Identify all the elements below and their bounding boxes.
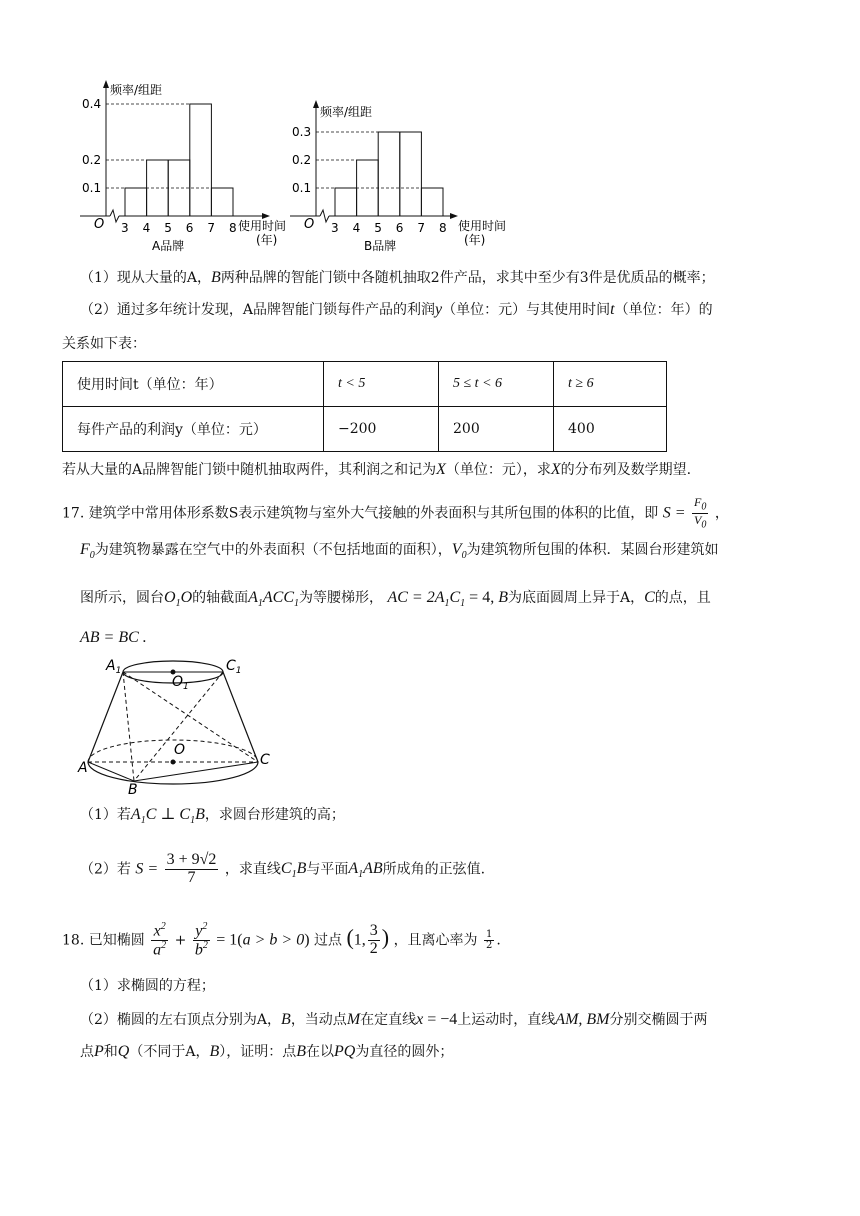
chart-title-a: A品牌 xyxy=(152,239,185,253)
y-tick-label: 0.2 xyxy=(292,153,312,167)
histogram-bar xyxy=(400,132,422,216)
histogram-bar xyxy=(211,188,233,216)
segment-a1b xyxy=(123,672,134,781)
label-c1: C xyxy=(226,658,236,674)
label-b: B xyxy=(128,782,138,794)
axis-break xyxy=(320,210,329,222)
x-tick-label: 8 xyxy=(229,221,237,235)
axis-break xyxy=(110,210,119,222)
x-tick-label: 3 xyxy=(121,221,129,235)
x-axis-arrow xyxy=(450,213,458,219)
x-tick-label: 7 xyxy=(207,221,216,235)
q16-part3: 若从大量的A品牌智能门锁中随机抽取两件，其利润之和记为X（单位：元），求X的分布列及数学期望. xyxy=(62,461,692,478)
origin-label: O xyxy=(94,217,105,232)
x-tick-label: 7 xyxy=(417,221,426,235)
x-tick-label: 4 xyxy=(142,221,151,235)
table-cell: −200 xyxy=(324,407,439,452)
q16-part2-line2: 关系如下表： xyxy=(62,336,146,352)
histogram-bar xyxy=(335,188,357,216)
x-axis-label: 使用时间 xyxy=(238,219,287,233)
x-tick-label: 6 xyxy=(185,221,194,235)
y-axis-label: 频率/组距 xyxy=(320,105,373,119)
x-axis-unit: (年) xyxy=(464,233,486,247)
q17-line1: 17. 建筑学中常用体形系数S表示建筑物与室外大气接触的外表面积与其所包围的体积的比值，即 S = $\frac{F_0}{V_0}$ ， xyxy=(62,495,729,531)
x-tick-label: 3 xyxy=(331,221,339,235)
y-tick-label: 0.2 xyxy=(82,153,102,167)
label-c: C xyxy=(260,752,270,768)
x-tick-label: 5 xyxy=(374,221,382,235)
segment-a1c xyxy=(123,672,258,762)
q17-line3: 图所示，圆台$O_1O$的轴截面$A_1ACC_1$为等腰梯形， AC = $2A_1C_1 = 4$, B为底面圆周上异于A，C的点，且 xyxy=(80,589,711,610)
histogram-bar xyxy=(421,188,443,216)
label-o: O xyxy=(174,742,186,758)
q18-line1: 18. 已知椭圆 $\frac{x^2}{a^2}$ + $\frac{y^2}{b^2}$ = 1(a > b > 0) 过点 (1, $\frac{3}{2}$ ) ，且离心率为 $\frac{1}{2}$ . xyxy=(62,921,501,959)
segment-bc xyxy=(134,762,258,781)
chart-title-b: B品牌 xyxy=(364,239,397,253)
histogram-a xyxy=(80,80,286,253)
y-axis-arrow xyxy=(313,100,319,108)
table-cell: 5 ≤ t < 6 xyxy=(439,362,554,407)
y-tick-label: 0.1 xyxy=(292,181,312,195)
origin-label: O xyxy=(304,217,315,232)
table-header-cell: 使用时间t（单位：年） xyxy=(63,362,324,407)
frustum-figure xyxy=(76,654,276,794)
x-tick-label: 4 xyxy=(352,221,361,235)
y-tick-label: 0.1 xyxy=(82,181,102,195)
side-right xyxy=(223,672,258,762)
x-axis-label: 使用时间 xyxy=(458,219,507,233)
label-o1: O xyxy=(172,674,184,690)
y-axis-label: 频率/组距 xyxy=(110,83,163,97)
q17-sub1: （1）若$A_1C$ ⊥ $C_1B$，求圆台形建筑的高； xyxy=(80,806,345,827)
y-tick-label: 0.4 xyxy=(82,97,102,111)
q17-sub2: （2）若 S = $\frac{3 + 9√2}{7}$ ，求直线$C_1B$与平面$A_1AB$所成角的正弦值. xyxy=(80,851,486,886)
table-row xyxy=(63,362,667,407)
table-header-cell: 每件产品的利润y（单位：元） xyxy=(63,407,324,452)
histogram-b xyxy=(290,100,506,253)
table-cell: 400 xyxy=(554,407,667,452)
q18-sub2-line2: 点P和Q（不同于A，B），证明：点B在以PQ为直径的圆外； xyxy=(80,1043,454,1060)
point-o xyxy=(171,760,176,765)
histogram-bar xyxy=(125,188,147,216)
q18-sub2-line1: （2）椭圆的左右顶点分别为A，B，当动点M在定直线x = −4上运动时，直线AM, BM分别交椭圆于两 xyxy=(80,1011,708,1028)
label-a: A xyxy=(78,760,88,776)
histogram-bar xyxy=(190,104,212,216)
y-axis-arrow xyxy=(103,80,109,88)
q17-line4: AB = BC . xyxy=(80,629,147,646)
bottom-ellipse-back xyxy=(88,740,258,762)
histograms xyxy=(70,78,520,258)
x-axis-unit: (年) xyxy=(256,233,278,247)
svg-text:C1: $C_1$ xyxy=(226,658,242,676)
svg-text:A1: $A_1$ xyxy=(106,658,122,676)
q18-sub1: （1）求椭圆的方程； xyxy=(80,978,215,994)
x-tick-label: 6 xyxy=(395,221,404,235)
profit-table xyxy=(62,361,667,452)
x-tick-label: 8 xyxy=(439,221,447,235)
q16-part1: （1）现从大量的A，B两种品牌的智能门锁中各随机抽取2件产品，求其中至少有3件是优质品的概率； xyxy=(80,269,715,286)
y-tick-label: 0.3 xyxy=(292,125,312,139)
q17-line2: $F_0$为建筑物暴露在空气中的外表面积（不包括地面的面积），$V_0$为建筑物所包围的体积．某圆台形建筑如 xyxy=(80,541,719,562)
table-cell: t ≥ 6 xyxy=(554,362,667,407)
histogram-bar xyxy=(378,132,400,216)
table-row xyxy=(63,407,667,452)
label-a1: A xyxy=(106,658,116,674)
x-tick-label: 5 xyxy=(164,221,172,235)
table-cell: t < 5 xyxy=(324,362,439,407)
table-cell: 200 xyxy=(439,407,554,452)
q16-part2: （2）通过多年统计发现，A品牌智能门锁每件产品的利润y（单位：元）与其使用时间t（单位：年）的 xyxy=(80,301,713,318)
svg-text:O1: $O_1$ xyxy=(172,674,189,692)
